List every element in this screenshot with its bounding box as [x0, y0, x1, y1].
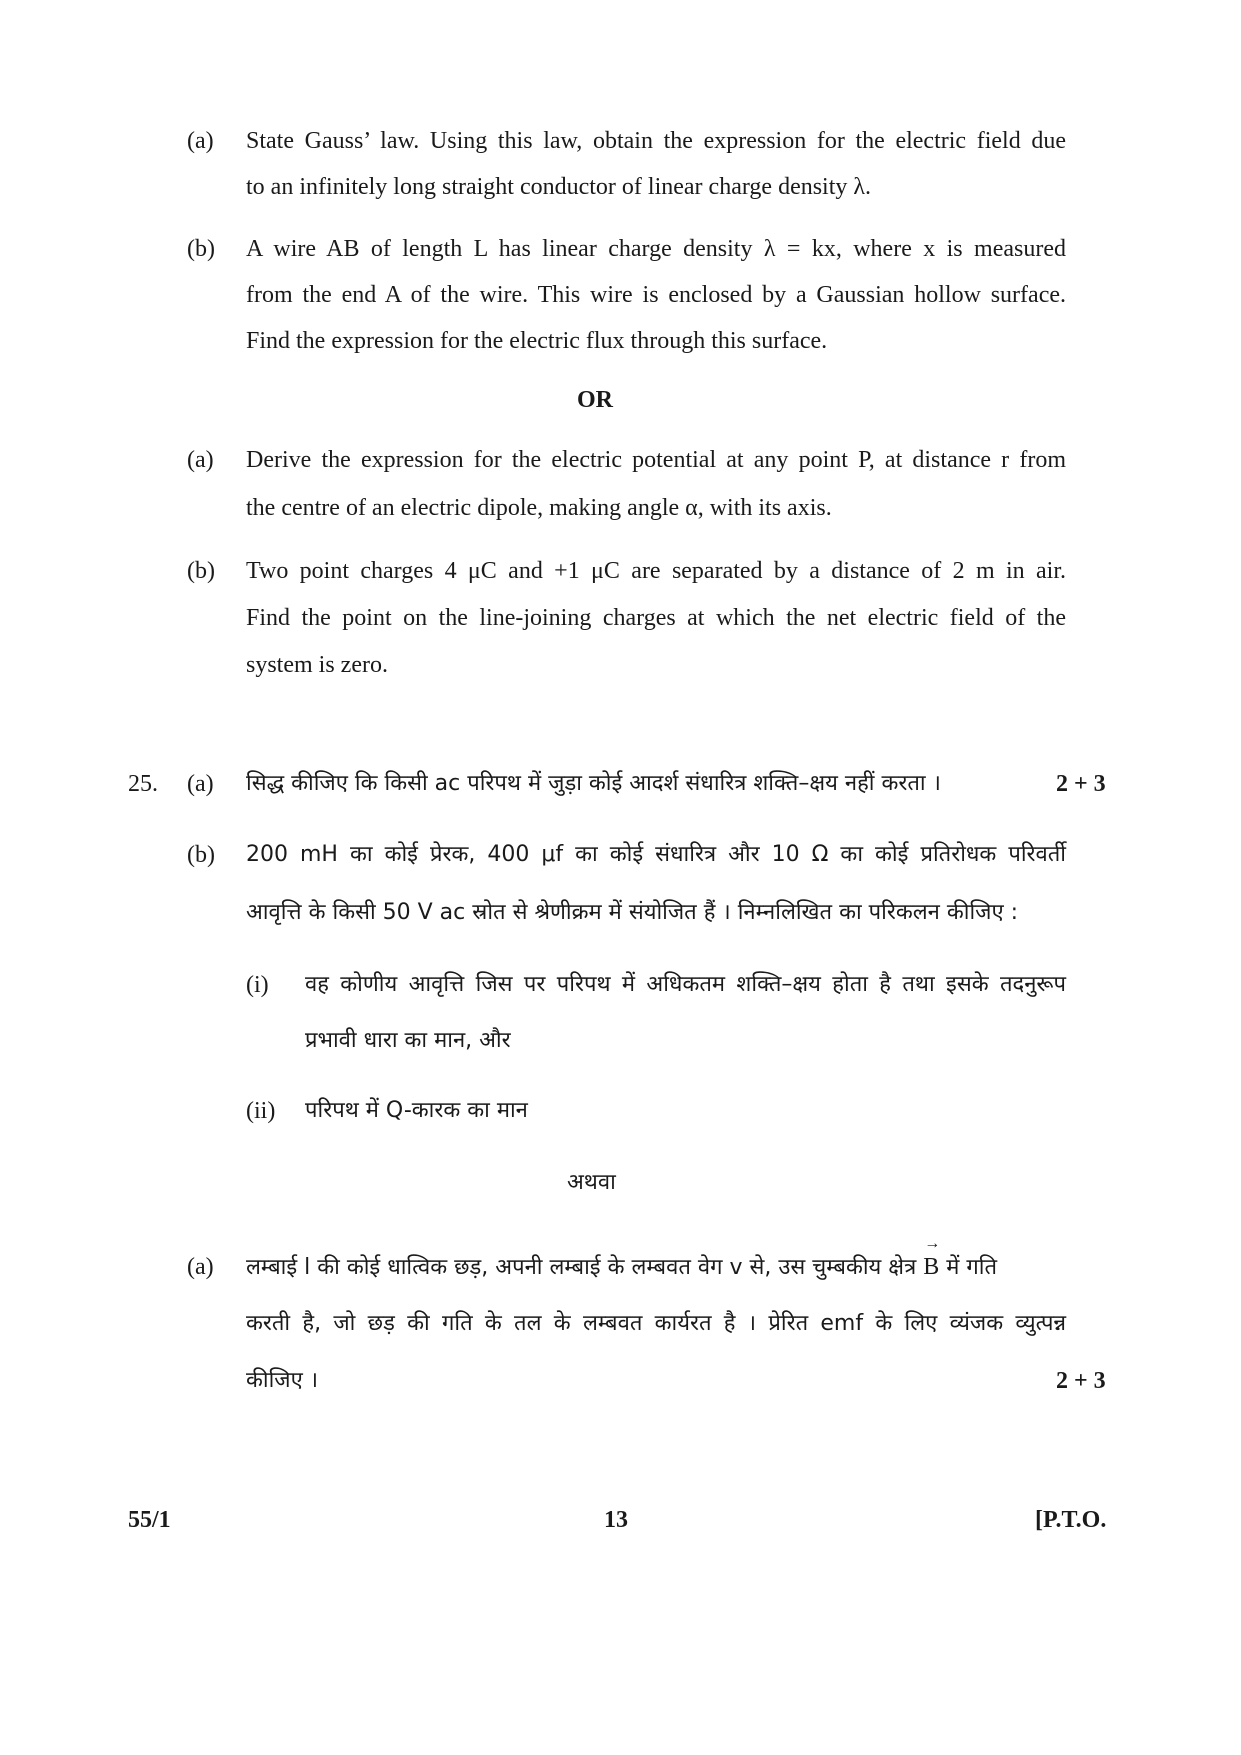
english-b1-label: (b): [187, 236, 215, 262]
english-a2-line2: the centre of an electric dipole, making angle α, with its axis.: [246, 495, 832, 521]
pto-marker: [P.T.O.: [1035, 1507, 1107, 1533]
athva-heading: अथवा: [567, 1170, 616, 1195]
english-b2-label: (b): [187, 558, 215, 584]
english-b1-line2: from the end A of the wire. This wire is enclosed by a Gaussian hollow surface.: [246, 282, 1066, 308]
english-a1-line1: State Gauss’ law. Using this law, obtain the expression for the electric field due: [246, 128, 1066, 154]
english-b2-line3: system is zero.: [246, 652, 388, 678]
english-a1-line2: to an infinitely long straight conductor of linear charge density λ.: [246, 174, 872, 200]
or-heading: OR: [577, 387, 613, 413]
q25-alt-a-line1-pre: लम्बाई l की कोई धात्विक छड़, अपनी लम्बाई के लम्बवत वेग v से, उस चुम्बकीय क्षेत्र: [246, 1255, 917, 1280]
english-b2-line2: Find the point on the line-joining charges at which the net electric field of the: [246, 605, 1066, 631]
q25-alt-a-label: (a): [187, 1254, 214, 1280]
q25-b-i-label: (i): [246, 972, 269, 998]
english-b2-line1: Two point charges 4 μC and +1 μC are separated by a distance of 2 m in air.: [246, 558, 1066, 584]
question-number: 25.: [128, 771, 158, 797]
english-a1-label: (a): [187, 128, 214, 154]
vector-symbol: B: [923, 1254, 940, 1280]
english-a2-line1: Derive the expression for the electric potential at any point P, at distance r from: [246, 447, 1066, 473]
magnetic-field-vector: [923, 1235, 941, 1282]
english-b1-line3: Find the expression for the electric flux through this surface.: [246, 328, 828, 354]
q25-alt-a-line1: [246, 1235, 998, 1283]
q25-b-i-line2: प्रभावी धारा का मान, और: [305, 1028, 511, 1053]
q25-b-ii-label: (ii): [246, 1098, 276, 1124]
q25-b-label: (b): [187, 842, 215, 868]
q25-b-i-line1: वह कोणीय आवृत्ति जिस पर परिपथ में अधिकतम शक्ति–क्षय होता है तथा इसके तदनुरूप: [305, 972, 1066, 997]
q25-b-line1: 200 mH का कोई प्रेरक, 400 μf का कोई संधारित्र और 10 Ω का कोई प्रतिरोधक परिवर्ती: [246, 842, 1066, 867]
english-a2-label: (a): [187, 447, 214, 473]
paper-code: 55/1: [128, 1507, 171, 1533]
q25-alt-a-line2: करती है, जो छड़ की गति के तल के लम्बवत कार्यरत है । प्रेरित emf के लिए व्यंजक व्युत्पन्न: [246, 1311, 1066, 1336]
q25-b-line2: आवृत्ति के किसी 50 V ac स्रोत से श्रेणीक्रम में संयोजित हैं । निम्नलिखित का परिकलन कीजिए :: [246, 900, 1019, 925]
q25-a-label: (a): [187, 771, 214, 797]
vector-arrow-icon: →: [924, 1235, 941, 1252]
q25-alt-a-line3: कीजिए ।: [246, 1368, 319, 1393]
english-b1-line1: A wire AB of length L has linear charge density λ = kx, where x is measured: [246, 236, 1066, 262]
q25-marks: 2 + 3: [1056, 771, 1106, 797]
q25-a-line1: सिद्ध कीजिए कि किसी ac परिपथ में जुड़ा कोई आदर्श संधारित्र शक्ति–क्षय नहीं करता ।: [246, 771, 941, 796]
q25-alt-a-marks: 2 + 3: [1056, 1368, 1106, 1394]
q25-alt-a-line1-post: में गति: [946, 1255, 998, 1280]
page-number: 13: [604, 1507, 628, 1533]
q25-b-ii-line1: परिपथ में Q-कारक का मान: [305, 1098, 528, 1123]
